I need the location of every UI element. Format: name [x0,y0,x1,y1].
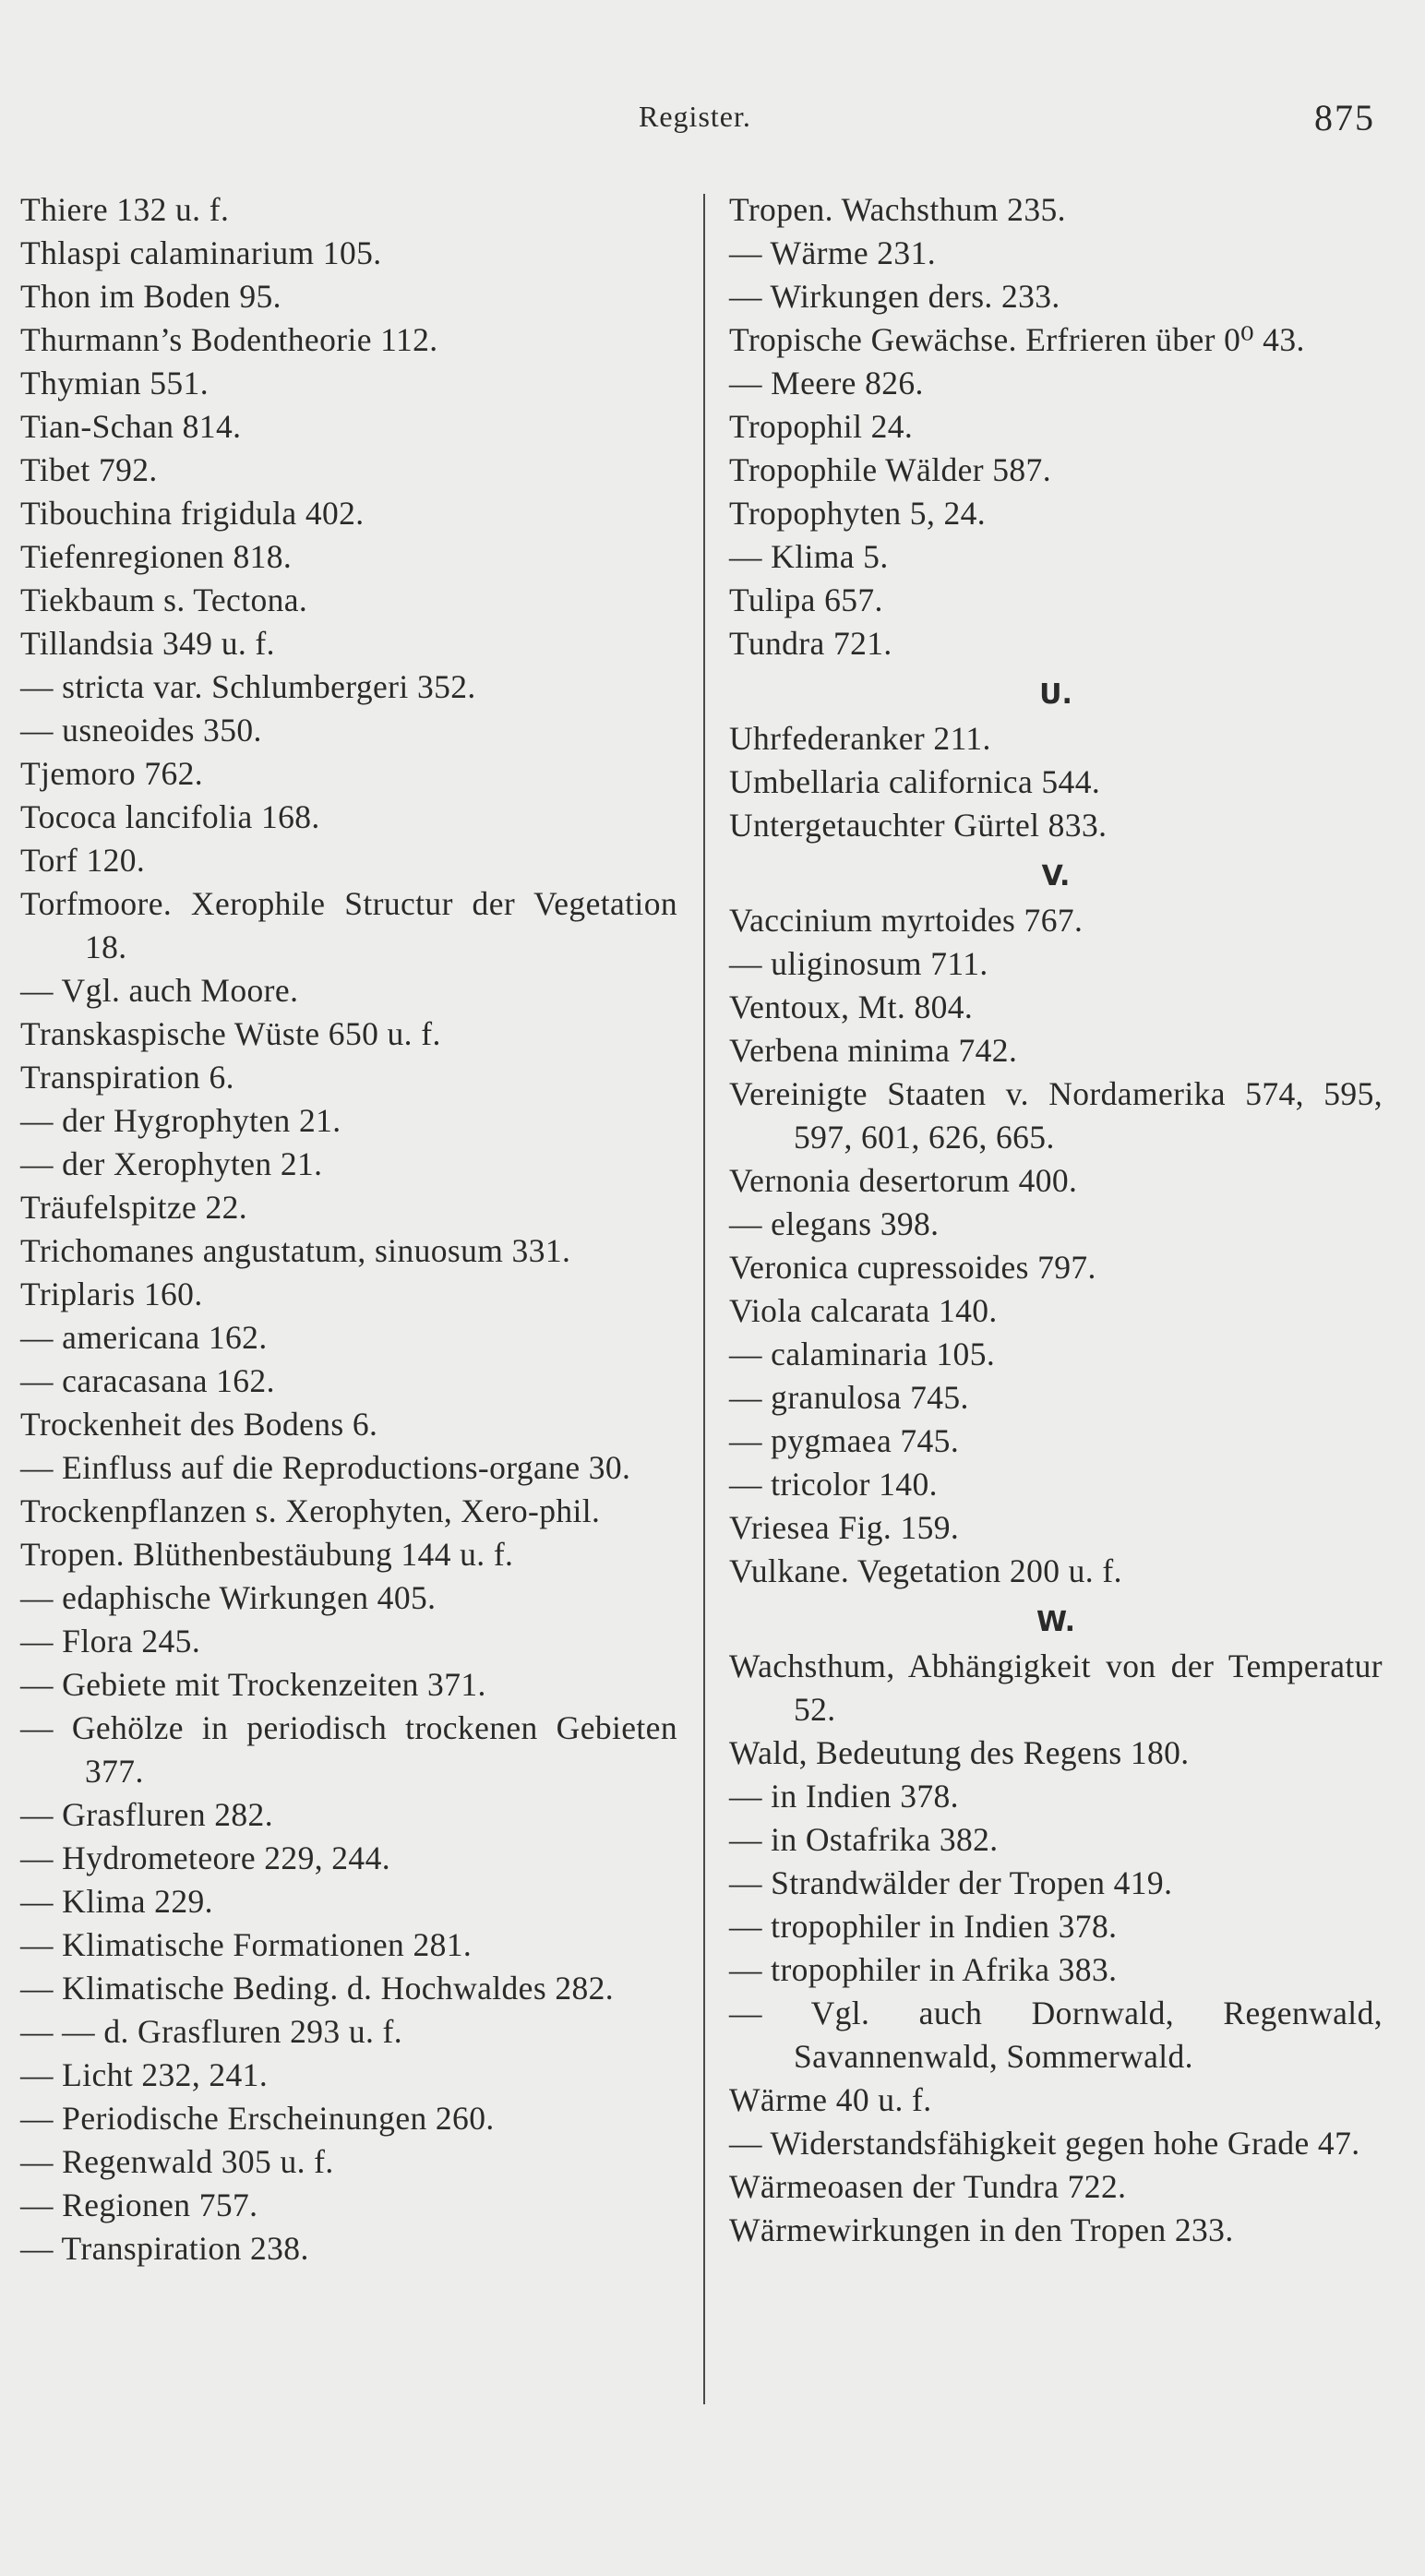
index-entry: Thiere 132 u. f. [20,191,230,228]
index-entry: Wachsthum, Abhängigkeit von der Temperatur 52. [729,1647,1383,1728]
index-entry: Tundra 721. [729,625,892,662]
index-entry: Vulkane. Vegetation 200 u. f. [729,1552,1122,1589]
index-entry: — Regionen 757. [20,2187,258,2223]
index-entry: Vernonia desertorum 400. [729,1162,1078,1199]
index-entry: — der Xerophyten 21. [20,1145,323,1182]
section-letter-heading: U. [1039,678,1072,711]
index-entry: — Meere 826. [729,365,924,401]
index-entry: Tian-Schan 814. [20,408,242,445]
index-entry: — der Hygrophyten 21. [20,1102,341,1139]
index-entry: Thon im Boden 95. [20,278,281,315]
index-entry: — Wirkungen ders. 233. [729,278,1060,315]
index-entry: Trichomanes angustatum, sinuosum 331. [20,1232,571,1269]
index-entry: Umbellaria californica 544. [729,763,1101,800]
index-entry: — granulosa 745. [729,1379,969,1416]
index-entry: — Regenwald 305 u. f. [20,2143,334,2180]
index-entry: Ventoux, Mt. 804. [729,988,974,1025]
index-entry: — — d. Grasfluren 293 u. f. [20,2013,403,2050]
index-entry: — caracasana 162. [20,1362,275,1399]
index-entry: — Licht 232, 241. [20,2056,269,2093]
index-entry: — Klima 229. [20,1883,213,1920]
index-entry: Tropen. Wachsthum 235. [729,191,1066,228]
index-entry: — Einfluss auf die Reproductions-organe 30. [20,1449,631,1486]
page-number: 875 [1314,97,1375,138]
index-entry: Viola calcarata 140. [729,1292,998,1329]
index-entry: Tulipa 657. [729,581,883,618]
index-entry: Wärmewirkungen in den Tropen 233. [729,2211,1234,2248]
index-entry: Tropophyten 5, 24. [729,495,987,532]
index-entry: Trockenpflanzen s. Xerophyten, Xero-phil. [20,1492,601,1529]
index-entry: — tropophiler in Afrika 383. [729,1951,1118,1988]
index-entry: — Transpiration 238. [20,2230,309,2267]
index-entry: Verbena minima 742. [729,1032,1018,1069]
index-entry: Trockenheit des Bodens 6. [20,1406,378,1443]
index-entry: Träufelspitze 22. [20,1189,248,1226]
index-entry: — edaphische Wirkungen 405. [20,1579,437,1616]
index-entry: — in Ostafrika 382. [729,1821,999,1858]
index-entry: — uliginosum 711. [729,945,988,982]
index-entry: — Klimatische Beding. d. Hochwaldes 282. [20,1970,615,2007]
index-entry: Uhrfederanker 211. [729,720,991,757]
index-entry: — usneoides 350. [20,712,262,749]
index-entry: Tibet 792. [20,451,158,488]
index-entry: — americana 162. [20,1319,268,1356]
index-entry: Tococa lancifolia 168. [20,798,320,835]
index-entry: Wärmeoasen der Tundra 722. [729,2168,1127,2205]
index-entry: — Grasfluren 282. [20,1796,273,1833]
index-entry: — tricolor 140. [729,1466,938,1503]
running-head: Register. [639,100,751,133]
index-entry: Tropische Gewächse. Erfrieren über 0⁰ 43. [729,321,1305,358]
index-entry: Vaccinium myrtoides 767. [729,902,1084,939]
index-entry: — Gehölze in periodisch trockenen Gebieten 377. [20,1709,677,1790]
index-entry: Vriesea Fig. 159. [729,1509,960,1546]
index-entry: Tropen. Blüthenbestäubung 144 u. f. [20,1536,514,1573]
index-entry: Tillandsia 349 u. f. [20,625,275,662]
index-column-left [20,188,677,2270]
index-entry: — Vgl. auch Moore. [20,972,299,1009]
column-divider [703,194,705,2404]
index-entry: — Widerstandsfähigkeit gegen hohe Grade 47. [729,2125,1360,2162]
index-entry: — calaminaria 105. [729,1336,996,1372]
index-entry: Tjemoro 762. [20,755,204,792]
index-entry: — Klima 5. [729,538,889,575]
index-entry: Thurmann’s Bodentheorie 112. [20,321,438,358]
index-entry: Tiefenregionen 818. [20,538,293,575]
index-entry: Thlaspi calaminarium 105. [20,234,382,271]
index-entry: Tibouchina frigidula 402. [20,495,365,532]
index-entry: — Hydrometeore 229, 244. [20,1839,391,1876]
index-entry: — Periodische Erscheinungen 260. [20,2100,495,2137]
index-entry: Veronica cupressoides 797. [729,1249,1096,1286]
index-entry: Untergetauchter Gürtel 833. [729,807,1108,844]
index-entry: — tropophiler in Indien 378. [729,1908,1118,1945]
section-letter-heading: W. [1036,1606,1076,1638]
section-letter-heading: V. [1041,860,1071,893]
index-entry: Tropophil 24. [729,408,914,445]
index-entry: Wald, Bedeutung des Regens 180. [729,1734,1190,1771]
index-entry: — stricta var. Schlumbergeri 352. [20,668,476,705]
index-column-right [729,188,1383,2252]
index-entry: Tiekbaum s. Tectona. [20,581,308,618]
index-entry: Thymian 551. [20,365,209,401]
index-entry: — Flora 245. [20,1623,201,1659]
index-entry: Transkaspische Wüste 650 u. f. [20,1015,441,1052]
index-entry: — pygmaea 745. [729,1422,960,1459]
index-entry: Triplaris 160. [20,1276,203,1312]
index-entry: Vereinigte Staaten v. Nordamerika 574, 595, 597, 601, 626, 665. [729,1075,1383,1156]
index-entry: — Klimatische Formationen 281. [20,1926,473,1963]
index-entry: Wärme 40 u. f. [729,2081,932,2118]
index-entry: — elegans 398. [729,1205,940,1242]
index-entry: — Gebiete mit Trockenzeiten 371. [20,1666,486,1703]
index-entry: Tropophile Wälder 587. [729,451,1051,488]
index-entry: — Wärme 231. [729,234,936,271]
index-entry: — Strandwälder der Tropen 419. [729,1864,1173,1901]
index-entry: — Vgl. auch Dornwald, Regenwald, Savannenwald, Sommerwald. [729,1995,1383,2075]
index-entry: Torfmoore. Xerophile Structur der Vegetation 18. [20,885,677,965]
index-entry: Transpiration 6. [20,1059,234,1096]
index-entry: — in Indien 378. [729,1778,959,1815]
index-entry: Torf 120. [20,842,146,879]
